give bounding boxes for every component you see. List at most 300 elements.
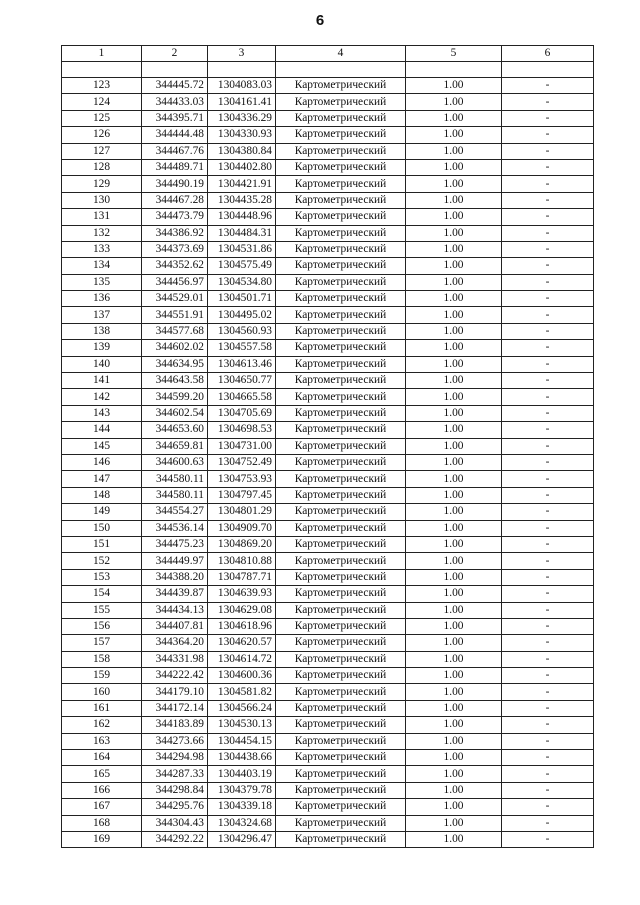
point-number-cell: 125 [62, 110, 142, 126]
note-cell: - [502, 454, 594, 470]
table-header-row [62, 46, 594, 62]
accuracy-cell: 1.00 [406, 700, 502, 716]
accuracy-cell: 1.00 [406, 815, 502, 831]
note-cell: - [502, 405, 594, 421]
note-cell: - [502, 668, 594, 684]
note-cell: - [502, 340, 594, 356]
method-cell: Картометрический [276, 454, 406, 470]
point-number-cell: 128 [62, 159, 142, 175]
point-number-cell: 163 [62, 733, 142, 749]
method-cell: Картометрический [276, 241, 406, 257]
point-number-cell: 169 [62, 831, 142, 847]
note-cell: - [502, 94, 594, 110]
column-header-3: 3 [208, 46, 276, 62]
note-cell: - [502, 258, 594, 274]
y-coordinate-cell: 1304557.58 [208, 340, 276, 356]
y-coordinate-cell: 1304705.69 [208, 405, 276, 421]
x-coordinate-cell: 344273.66 [142, 733, 208, 749]
blank-cell [142, 62, 208, 78]
note-cell: - [502, 651, 594, 667]
table-row [62, 340, 594, 356]
point-number-cell: 145 [62, 438, 142, 454]
x-coordinate-cell: 344529.01 [142, 291, 208, 307]
x-coordinate-cell: 344600.63 [142, 454, 208, 470]
y-coordinate-cell: 1304530.13 [208, 717, 276, 733]
method-cell: Картометрический [276, 618, 406, 634]
method-cell: Картометрический [276, 750, 406, 766]
point-number-cell: 155 [62, 602, 142, 618]
point-number-cell: 148 [62, 487, 142, 503]
accuracy-cell: 1.00 [406, 373, 502, 389]
table-row [62, 799, 594, 815]
x-coordinate-cell: 344352.62 [142, 258, 208, 274]
x-coordinate-cell: 344490.19 [142, 176, 208, 192]
method-cell: Картометрический [276, 373, 406, 389]
point-number-cell: 156 [62, 618, 142, 634]
method-cell: Картометрический [276, 307, 406, 323]
point-number-cell: 157 [62, 635, 142, 651]
x-coordinate-cell: 344444.48 [142, 127, 208, 143]
table-row [62, 307, 594, 323]
y-coordinate-cell: 1304296.47 [208, 831, 276, 847]
table-row [62, 782, 594, 798]
table-row [62, 471, 594, 487]
method-cell: Картометрический [276, 553, 406, 569]
method-cell: Картометрический [276, 422, 406, 438]
method-cell: Картометрический [276, 143, 406, 159]
table-row [62, 618, 594, 634]
accuracy-cell: 1.00 [406, 291, 502, 307]
method-cell: Картометрический [276, 389, 406, 405]
page-number: 6 [315, 12, 325, 29]
y-coordinate-cell: 1304731.00 [208, 438, 276, 454]
method-cell: Картометрический [276, 209, 406, 225]
accuracy-cell: 1.00 [406, 143, 502, 159]
point-number-cell: 149 [62, 504, 142, 520]
note-cell: - [502, 356, 594, 372]
table-row [62, 651, 594, 667]
y-coordinate-cell: 1304665.58 [208, 389, 276, 405]
accuracy-cell: 1.00 [406, 504, 502, 520]
accuracy-cell: 1.00 [406, 405, 502, 421]
note-cell: - [502, 127, 594, 143]
note-cell: - [502, 602, 594, 618]
accuracy-cell: 1.00 [406, 274, 502, 290]
accuracy-cell: 1.00 [406, 94, 502, 110]
method-cell: Картометрический [276, 94, 406, 110]
y-coordinate-cell: 1304797.45 [208, 487, 276, 503]
note-cell: - [502, 766, 594, 782]
x-coordinate-cell: 344634.95 [142, 356, 208, 372]
x-coordinate-cell: 344292.22 [142, 831, 208, 847]
point-number-cell: 165 [62, 766, 142, 782]
y-coordinate-cell: 1304448.96 [208, 209, 276, 225]
point-number-cell: 130 [62, 192, 142, 208]
x-coordinate-cell: 344445.72 [142, 78, 208, 94]
point-number-cell: 127 [62, 143, 142, 159]
x-coordinate-cell: 344179.10 [142, 684, 208, 700]
point-number-cell: 131 [62, 209, 142, 225]
method-cell: Картометрический [276, 340, 406, 356]
y-coordinate-cell: 1304909.70 [208, 520, 276, 536]
x-coordinate-cell: 344475.23 [142, 536, 208, 552]
y-coordinate-cell: 1304495.02 [208, 307, 276, 323]
method-cell: Картометрический [276, 635, 406, 651]
x-coordinate-cell: 344473.79 [142, 209, 208, 225]
blank-cell [62, 62, 142, 78]
accuracy-cell: 1.00 [406, 487, 502, 503]
blank-cell [406, 62, 502, 78]
method-cell: Картометрический [276, 291, 406, 307]
y-coordinate-cell: 1304336.29 [208, 110, 276, 126]
table-row [62, 815, 594, 831]
method-cell: Картометрический [276, 602, 406, 618]
x-coordinate-cell: 344295.76 [142, 799, 208, 815]
x-coordinate-cell: 344602.54 [142, 405, 208, 421]
point-number-cell: 154 [62, 586, 142, 602]
table-row [62, 766, 594, 782]
y-coordinate-cell: 1304650.77 [208, 373, 276, 389]
table-row [62, 389, 594, 405]
table-row [62, 438, 594, 454]
x-coordinate-cell: 344395.71 [142, 110, 208, 126]
note-cell: - [502, 176, 594, 192]
method-cell: Картометрический [276, 110, 406, 126]
x-coordinate-cell: 344467.76 [142, 143, 208, 159]
note-cell: - [502, 733, 594, 749]
note-cell: - [502, 635, 594, 651]
table-row [62, 373, 594, 389]
x-coordinate-cell: 344580.11 [142, 487, 208, 503]
x-coordinate-cell: 344172.14 [142, 700, 208, 716]
note-cell: - [502, 241, 594, 257]
method-cell: Картометрический [276, 176, 406, 192]
x-coordinate-cell: 344580.11 [142, 471, 208, 487]
table-row [62, 717, 594, 733]
point-number-cell: 135 [62, 274, 142, 290]
note-cell: - [502, 569, 594, 585]
accuracy-cell: 1.00 [406, 340, 502, 356]
accuracy-cell: 1.00 [406, 389, 502, 405]
point-number-cell: 141 [62, 373, 142, 389]
x-coordinate-cell: 344294.98 [142, 750, 208, 766]
accuracy-cell: 1.00 [406, 78, 502, 94]
x-coordinate-cell: 344407.81 [142, 618, 208, 634]
accuracy-cell: 1.00 [406, 127, 502, 143]
x-coordinate-cell: 344659.81 [142, 438, 208, 454]
y-coordinate-cell: 1304639.93 [208, 586, 276, 602]
y-coordinate-cell: 1304438.66 [208, 750, 276, 766]
accuracy-cell: 1.00 [406, 471, 502, 487]
y-coordinate-cell: 1304560.93 [208, 323, 276, 339]
method-cell: Картометрический [276, 668, 406, 684]
x-coordinate-cell: 344643.58 [142, 373, 208, 389]
note-cell: - [502, 487, 594, 503]
x-coordinate-cell: 344653.60 [142, 422, 208, 438]
column-header-5: 5 [406, 46, 502, 62]
y-coordinate-cell: 1304484.31 [208, 225, 276, 241]
x-coordinate-cell: 344386.92 [142, 225, 208, 241]
column-header-4: 4 [276, 46, 406, 62]
point-number-cell: 139 [62, 340, 142, 356]
y-coordinate-cell: 1304435.28 [208, 192, 276, 208]
note-cell: - [502, 684, 594, 700]
method-cell: Картометрический [276, 274, 406, 290]
method-cell: Картометрический [276, 782, 406, 798]
y-coordinate-cell: 1304698.53 [208, 422, 276, 438]
method-cell: Картометрический [276, 815, 406, 831]
method-cell: Картометрический [276, 356, 406, 372]
table-row [62, 78, 594, 94]
method-cell: Картометрический [276, 258, 406, 274]
method-cell: Картометрический [276, 799, 406, 815]
table-row [62, 143, 594, 159]
x-coordinate-cell: 344331.98 [142, 651, 208, 667]
table-row [62, 733, 594, 749]
table-row [62, 700, 594, 716]
table-row [62, 569, 594, 585]
method-cell: Картометрический [276, 684, 406, 700]
note-cell: - [502, 586, 594, 602]
note-cell: - [502, 618, 594, 634]
coordinates-table [61, 45, 594, 848]
point-number-cell: 166 [62, 782, 142, 798]
method-cell: Картометрический [276, 700, 406, 716]
y-coordinate-cell: 1304753.93 [208, 471, 276, 487]
accuracy-cell: 1.00 [406, 110, 502, 126]
point-number-cell: 158 [62, 651, 142, 667]
x-coordinate-cell: 344433.03 [142, 94, 208, 110]
table-row [62, 536, 594, 552]
y-coordinate-cell: 1304421.91 [208, 176, 276, 192]
y-coordinate-cell: 1304575.49 [208, 258, 276, 274]
point-number-cell: 133 [62, 241, 142, 257]
note-cell: - [502, 782, 594, 798]
accuracy-cell: 1.00 [406, 831, 502, 847]
accuracy-cell: 1.00 [406, 159, 502, 175]
accuracy-cell: 1.00 [406, 307, 502, 323]
point-number-cell: 140 [62, 356, 142, 372]
y-coordinate-cell: 1304810.88 [208, 553, 276, 569]
table-row [62, 504, 594, 520]
note-cell: - [502, 373, 594, 389]
accuracy-cell: 1.00 [406, 635, 502, 651]
y-coordinate-cell: 1304629.08 [208, 602, 276, 618]
accuracy-cell: 1.00 [406, 782, 502, 798]
x-coordinate-cell: 344602.02 [142, 340, 208, 356]
note-cell: - [502, 78, 594, 94]
blank-cell [502, 62, 594, 78]
point-number-cell: 137 [62, 307, 142, 323]
point-number-cell: 123 [62, 78, 142, 94]
accuracy-cell: 1.00 [406, 684, 502, 700]
blank-cell [276, 62, 406, 78]
note-cell: - [502, 323, 594, 339]
table-row [62, 159, 594, 175]
point-number-cell: 143 [62, 405, 142, 421]
x-coordinate-cell: 344364.20 [142, 635, 208, 651]
note-cell: - [502, 553, 594, 569]
point-number-cell: 124 [62, 94, 142, 110]
y-coordinate-cell: 1304161.41 [208, 94, 276, 110]
note-cell: - [502, 192, 594, 208]
x-coordinate-cell: 344599.20 [142, 389, 208, 405]
accuracy-cell: 1.00 [406, 176, 502, 192]
table-row [62, 209, 594, 225]
x-coordinate-cell: 344489.71 [142, 159, 208, 175]
x-coordinate-cell: 344536.14 [142, 520, 208, 536]
method-cell: Картометрический [276, 831, 406, 847]
table-row [62, 520, 594, 536]
column-header-6: 6 [502, 46, 594, 62]
x-coordinate-cell: 344439.87 [142, 586, 208, 602]
point-number-cell: 132 [62, 225, 142, 241]
note-cell: - [502, 536, 594, 552]
y-coordinate-cell: 1304614.72 [208, 651, 276, 667]
accuracy-cell: 1.00 [406, 536, 502, 552]
accuracy-cell: 1.00 [406, 766, 502, 782]
point-number-cell: 167 [62, 799, 142, 815]
point-number-cell: 134 [62, 258, 142, 274]
accuracy-cell: 1.00 [406, 799, 502, 815]
point-number-cell: 153 [62, 569, 142, 585]
table-row [62, 127, 594, 143]
table-row [62, 684, 594, 700]
method-cell: Картометрический [276, 504, 406, 520]
y-coordinate-cell: 1304379.78 [208, 782, 276, 798]
accuracy-cell: 1.00 [406, 651, 502, 667]
method-cell: Картометрический [276, 717, 406, 733]
table-row [62, 454, 594, 470]
note-cell: - [502, 831, 594, 847]
note-cell: - [502, 225, 594, 241]
x-coordinate-cell: 344449.97 [142, 553, 208, 569]
note-cell: - [502, 159, 594, 175]
table-row [62, 586, 594, 602]
accuracy-cell: 1.00 [406, 454, 502, 470]
y-coordinate-cell: 1304620.57 [208, 635, 276, 651]
point-number-cell: 147 [62, 471, 142, 487]
table-row [62, 668, 594, 684]
table-row [62, 831, 594, 847]
x-coordinate-cell: 344434.13 [142, 602, 208, 618]
point-number-cell: 151 [62, 536, 142, 552]
point-number-cell: 144 [62, 422, 142, 438]
x-coordinate-cell: 344551.91 [142, 307, 208, 323]
note-cell: - [502, 815, 594, 831]
table-row [62, 274, 594, 290]
point-number-cell: 160 [62, 684, 142, 700]
method-cell: Картометрический [276, 78, 406, 94]
x-coordinate-cell: 344456.97 [142, 274, 208, 290]
y-coordinate-cell: 1304581.82 [208, 684, 276, 700]
method-cell: Картометрический [276, 569, 406, 585]
accuracy-cell: 1.00 [406, 356, 502, 372]
point-number-cell: 138 [62, 323, 142, 339]
y-coordinate-cell: 1304618.96 [208, 618, 276, 634]
note-cell: - [502, 717, 594, 733]
table-row [62, 635, 594, 651]
table-row [62, 176, 594, 192]
accuracy-cell: 1.00 [406, 225, 502, 241]
note-cell: - [502, 520, 594, 536]
y-coordinate-cell: 1304752.49 [208, 454, 276, 470]
note-cell: - [502, 700, 594, 716]
method-cell: Картометрический [276, 651, 406, 667]
table-row [62, 258, 594, 274]
accuracy-cell: 1.00 [406, 192, 502, 208]
y-coordinate-cell: 1304600.36 [208, 668, 276, 684]
point-number-cell: 126 [62, 127, 142, 143]
accuracy-cell: 1.00 [406, 733, 502, 749]
accuracy-cell: 1.00 [406, 668, 502, 684]
table-row [62, 291, 594, 307]
accuracy-cell: 1.00 [406, 438, 502, 454]
x-coordinate-cell: 344388.20 [142, 569, 208, 585]
table-row [62, 750, 594, 766]
method-cell: Картометрический [276, 520, 406, 536]
point-number-cell: 162 [62, 717, 142, 733]
accuracy-cell: 1.00 [406, 323, 502, 339]
point-number-cell: 150 [62, 520, 142, 536]
method-cell: Картометрический [276, 471, 406, 487]
accuracy-cell: 1.00 [406, 586, 502, 602]
x-coordinate-cell: 344467.28 [142, 192, 208, 208]
point-number-cell: 142 [62, 389, 142, 405]
blank-cell [208, 62, 276, 78]
accuracy-cell: 1.00 [406, 602, 502, 618]
table-row [62, 487, 594, 503]
x-coordinate-cell: 344287.33 [142, 766, 208, 782]
point-number-cell: 146 [62, 454, 142, 470]
accuracy-cell: 1.00 [406, 553, 502, 569]
note-cell: - [502, 422, 594, 438]
accuracy-cell: 1.00 [406, 422, 502, 438]
table-row [62, 225, 594, 241]
x-coordinate-cell: 344373.69 [142, 241, 208, 257]
point-number-cell: 129 [62, 176, 142, 192]
y-coordinate-cell: 1304403.19 [208, 766, 276, 782]
note-cell: - [502, 291, 594, 307]
note-cell: - [502, 504, 594, 520]
table-row [62, 192, 594, 208]
table-row [62, 110, 594, 126]
y-coordinate-cell: 1304787.71 [208, 569, 276, 585]
point-number-cell: 164 [62, 750, 142, 766]
y-coordinate-cell: 1304324.68 [208, 815, 276, 831]
method-cell: Картометрический [276, 323, 406, 339]
note-cell: - [502, 143, 594, 159]
note-cell: - [502, 389, 594, 405]
accuracy-cell: 1.00 [406, 717, 502, 733]
x-coordinate-cell: 344222.42 [142, 668, 208, 684]
method-cell: Картометрический [276, 192, 406, 208]
accuracy-cell: 1.00 [406, 750, 502, 766]
y-coordinate-cell: 1304402.80 [208, 159, 276, 175]
point-number-cell: 161 [62, 700, 142, 716]
y-coordinate-cell: 1304083.03 [208, 78, 276, 94]
accuracy-cell: 1.00 [406, 241, 502, 257]
y-coordinate-cell: 1304501.71 [208, 291, 276, 307]
table-row [62, 94, 594, 110]
note-cell: - [502, 799, 594, 815]
method-cell: Картометрический [276, 405, 406, 421]
note-cell: - [502, 209, 594, 225]
accuracy-cell: 1.00 [406, 569, 502, 585]
method-cell: Картометрический [276, 487, 406, 503]
y-coordinate-cell: 1304613.46 [208, 356, 276, 372]
table-row [62, 553, 594, 569]
